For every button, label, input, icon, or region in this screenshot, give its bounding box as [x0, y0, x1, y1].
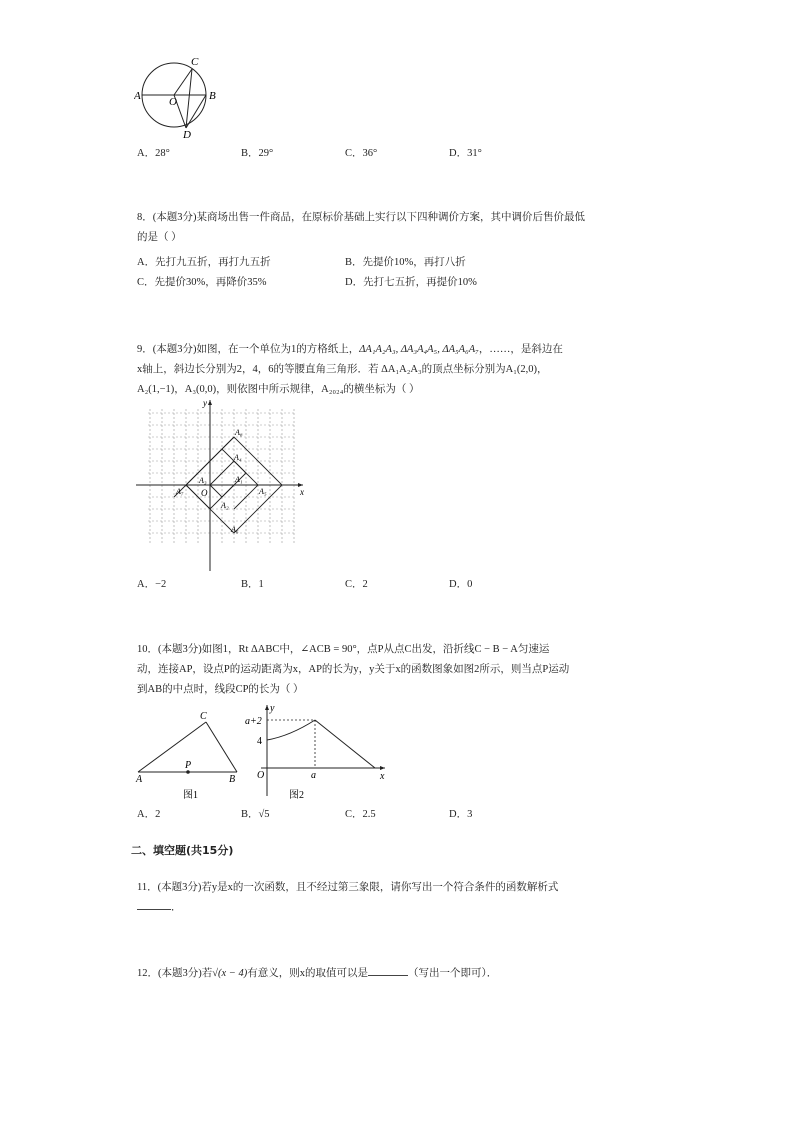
- q10-fig1-caption: 图1: [183, 790, 198, 801]
- q9-stem-line1-a: 9．(本题3分)如图，在一个单位为1的方格纸上，: [137, 344, 360, 355]
- q9-axis-y: y: [203, 398, 207, 408]
- q7-option-c[interactable]: C．36°: [345, 148, 378, 159]
- q9-triangles: ΔA₁A₂A₃, ΔA₃A₄A₅, ΔA₅A₆A₇: [359, 344, 479, 355]
- q10-figure-1: [133, 708, 243, 802]
- q10-fig2-axis-y: y: [270, 703, 275, 714]
- q9-stem-line2: x轴上，斜边长分别为2，4，6的等腰直角三角形．若 ΔA₁A₂A₃的顶点坐标分别为A₁(2,0)，: [137, 364, 548, 375]
- q7-label-a: A: [134, 90, 141, 102]
- q11-stem-line1: 11．(本题3分)若y是x的一次函数，且不经过第三象限，请你写出一个符合条件的函数解析式: [137, 882, 559, 893]
- q10-figure-2: [245, 702, 390, 802]
- q10-fig1-label-b: B: [229, 774, 236, 785]
- q9-stem-line1-c: ，……，是斜边在: [478, 344, 563, 355]
- q10-option-c[interactable]: C．2.5: [345, 809, 376, 820]
- q7-option-d[interactable]: D．31°: [449, 148, 482, 159]
- q10-fig2-axis-x: x: [380, 771, 385, 782]
- q9-label-a7: A₇: [176, 487, 184, 496]
- q9-label-a6: A₆: [231, 525, 239, 534]
- q9-label-a4: A₄: [234, 453, 242, 462]
- q9-label-a3: A₃: [199, 476, 207, 485]
- q9-label-a8: A₈: [235, 428, 243, 437]
- q9-grid-figure: [133, 397, 313, 575]
- q9-label-a1: A₁: [235, 475, 243, 484]
- q9-axis-x: x: [300, 487, 304, 497]
- q10-option-d[interactable]: D．3: [449, 809, 473, 820]
- q7-label-d: D: [183, 129, 191, 140]
- q7-option-b[interactable]: B．29°: [241, 148, 274, 159]
- q10-stem-line2: 动，连接AP，设点P的运动距离为x，AP的长为y，y关于x的函数图象如图2所示，则当点P运动: [137, 664, 570, 675]
- q8-stem-line2: 的是（ ）: [137, 232, 182, 243]
- q11-answer-blank[interactable]: [137, 898, 171, 910]
- q9-stem-line1: [137, 340, 563, 360]
- q10-fig1-label-a: A: [136, 774, 143, 785]
- q8-option-d[interactable]: D．先打七五折，再提价10%: [345, 277, 477, 288]
- q10-fig2-origin: O: [257, 770, 265, 781]
- q9-label-a2: A₂: [221, 501, 229, 510]
- q10-fig1-label-p: P: [185, 760, 192, 771]
- q12-sqrt-expression: √(x − 4): [212, 968, 248, 979]
- q9-origin: O: [201, 488, 208, 498]
- section-fill-in-title: 二、填空题(共15分): [131, 844, 234, 857]
- q7-label-c: C: [191, 56, 199, 68]
- q10-fig2-label-a2: a+2: [245, 716, 262, 727]
- q9-label-a5: A₅: [259, 487, 267, 496]
- q9-option-c[interactable]: C．2: [345, 579, 368, 590]
- q12-prefix: 12．(本题3分)若: [137, 968, 213, 979]
- q12-suffix: （写出一个即可）．: [408, 968, 498, 979]
- q12-answer-blank[interactable]: [368, 964, 408, 976]
- q10-fig2-caption: 图2: [289, 790, 304, 801]
- q10-fig2-label-4: 4: [257, 736, 262, 747]
- q12-stem: [137, 964, 497, 984]
- q7-label-o: O: [169, 96, 177, 108]
- q11-answer-line: [137, 898, 182, 918]
- q7-option-a[interactable]: A．28°: [137, 148, 170, 159]
- q11-tail: ．: [171, 902, 182, 913]
- q9-option-b[interactable]: B．1: [241, 579, 264, 590]
- q8-stem-line1: 8．(本题3分)某商场出售一件商品，在原标价基础上实行以下四种调价方案，其中调价后售价最低: [137, 212, 585, 223]
- q10-fig2-label-a: a: [311, 770, 316, 781]
- q12-mid: 有意义，则x的取值可以是: [247, 968, 369, 979]
- q10-option-b[interactable]: B．√5: [241, 809, 270, 820]
- q8-option-a[interactable]: A．先打九五折，再打九五折: [137, 257, 271, 268]
- q9-option-d[interactable]: D．0: [449, 579, 473, 590]
- q10-option-a[interactable]: A．2: [137, 809, 161, 820]
- q10-stem-line1: 10．(本题3分)如图1，Rt ΔABC中，∠ACB = 90°，点P从点C出发，沿折线C − B − A匀速运: [137, 644, 550, 655]
- q10-fig1-label-c: C: [200, 711, 207, 722]
- q8-option-b[interactable]: B．先提价10%，再打八折: [345, 257, 466, 268]
- q9-stem-line3: A₂(1,−1)，A₃(0,0)，则依图中所示规律，A₂₀₂₄的横坐标为（ ）: [137, 384, 420, 395]
- q8-option-c[interactable]: C．先提价30%，再降价35%: [137, 277, 267, 288]
- q7-circle-figure: [134, 54, 230, 140]
- q7-label-b: B: [209, 90, 216, 102]
- q10-stem-line3: 到AB的中点时，线段CP的长为（ ）: [137, 684, 304, 695]
- q9-option-a[interactable]: A．−2: [137, 579, 167, 590]
